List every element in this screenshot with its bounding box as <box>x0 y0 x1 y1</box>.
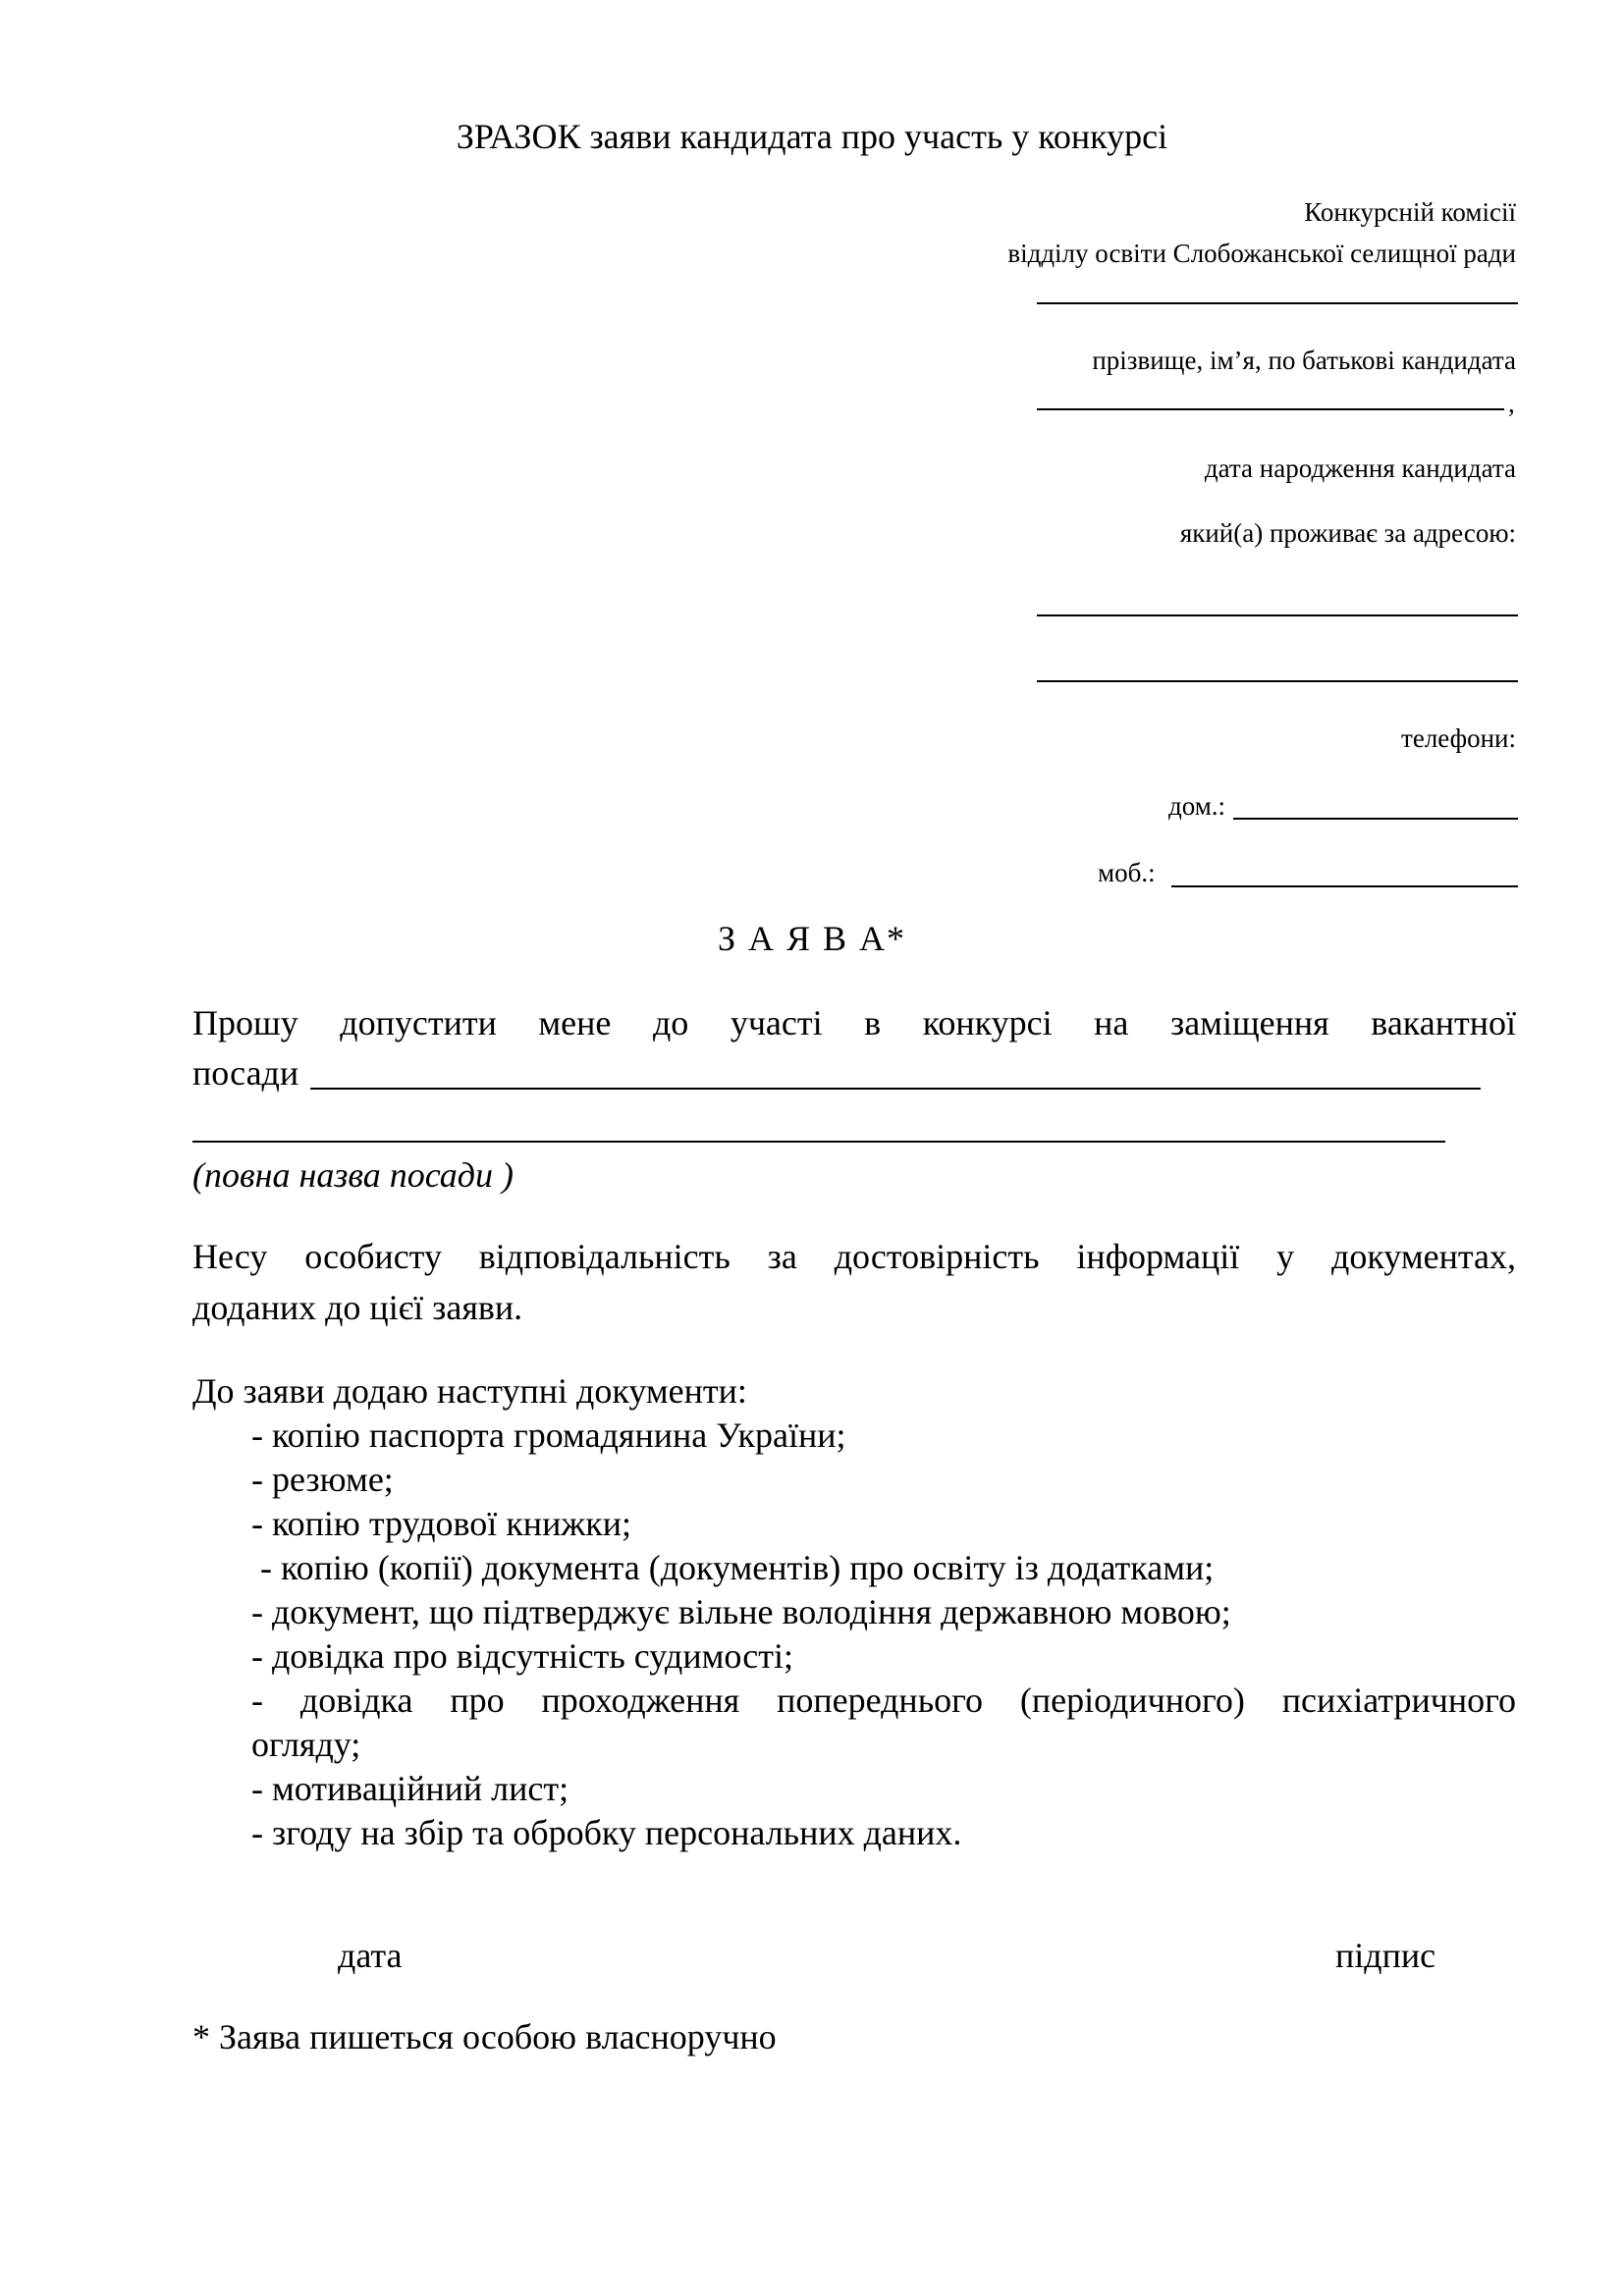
list-item: - довідка про відсутність судимості; <box>251 1636 793 1676</box>
request-line-1: Прошу допустити мене до участі в конкурсі на заміщення вакантної <box>192 1003 1516 1042</box>
position-hint-text: (повна назва посади ) <box>192 1155 514 1195</box>
date-label: дата <box>338 1936 403 1975</box>
address-blank-line-1 <box>1037 614 1518 616</box>
list-item: - згоду на збір та обробку персональних даних. <box>251 1813 962 1852</box>
list-item: - резюме; <box>251 1460 394 1499</box>
home-phone-blank-line <box>1233 818 1518 820</box>
request-position-prefix: посади <box>192 1053 299 1093</box>
mobile-phone-label: моб.: <box>1098 858 1156 887</box>
position-blank-line-1 <box>310 1088 1481 1090</box>
list-item: - копію паспорта громадянина України; <box>251 1415 846 1455</box>
phones-label: телефони: <box>1401 723 1516 753</box>
name-comma: , <box>1508 389 1515 418</box>
documents-list <box>251 1414 1516 1855</box>
addressee-line-2: відділу освіти Слобожанської селищної ради <box>1007 239 1516 268</box>
position-hint <box>192 1153 514 1197</box>
list-item: - документ, що підтверджує вільне володіння державною мовою; <box>251 1592 1231 1631</box>
addressee-blank-line <box>1037 302 1518 304</box>
list-item: - копію трудової книжки; <box>251 1504 631 1543</box>
address-label: який(а) проживає за адресою: <box>1179 518 1516 548</box>
name-blank-line <box>1037 408 1504 410</box>
documents-intro: До заяви додаю наступні документи: <box>192 1371 747 1411</box>
addressee-line-1: Конкурсній комісії <box>1304 197 1516 227</box>
responsibility-line-1: Несу особисту відповідальність за достовірність інформації у документах, <box>192 1237 1516 1276</box>
responsibility-line-2: доданих до цієї заяви. <box>192 1288 523 1327</box>
birth-date-hint: дата народження кандидата <box>1204 454 1516 483</box>
application-heading: З А Я В А* <box>717 919 907 958</box>
home-phone-label: дом.: <box>1168 791 1226 821</box>
mobile-phone-blank-line <box>1171 885 1518 887</box>
list-item: - довідка про проходження попереднього (періодичного) психіатричного <box>251 1681 1516 1720</box>
address-blank-line-2 <box>1037 680 1518 682</box>
signature-label: підпис <box>1335 1936 1436 1975</box>
name-hint: прізвище, ім’я, по батькові кандидата <box>1092 346 1516 375</box>
list-item: - мотиваційний лист; <box>251 1769 569 1808</box>
list-item: - копію (копії) документа (документів) про освіту із додатками; <box>251 1548 1215 1587</box>
position-blank-line-2 <box>192 1141 1445 1143</box>
document-title: ЗРАЗОК заяви кандидата про участь у конкурсі <box>456 117 1168 156</box>
footnote: * Заява пишеться особою власноручно <box>192 2017 777 2056</box>
list-item-continuation: огляду; <box>251 1725 361 1764</box>
